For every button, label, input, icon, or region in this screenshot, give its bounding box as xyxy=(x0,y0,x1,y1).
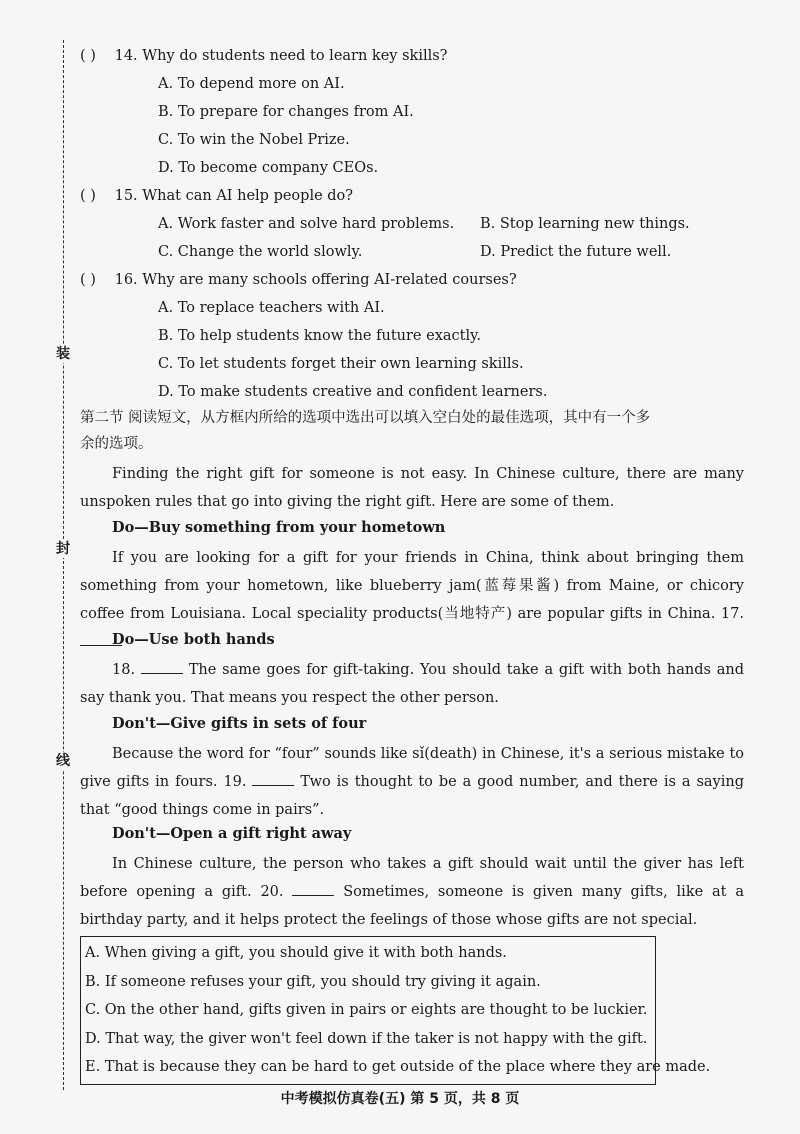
option-14-c: C. To win the Nobel Prize. xyxy=(158,132,350,148)
choice-e: E. That is because they can be hard to get outside of the place where they are made. xyxy=(85,1059,711,1075)
heading-hometown: Do—Buy something from your hometown xyxy=(112,519,446,536)
option-14-b: B. To prepare for changes from AI. xyxy=(158,104,414,120)
question-15 xyxy=(80,186,353,206)
choice-d: D. That way, the giver won't feel down if the taker is not happy with the gift. xyxy=(85,1030,648,1047)
heading-sets-of-four: Don't—Give gifts in sets of four xyxy=(112,715,367,732)
answer-blank[interactable]: ( ) xyxy=(80,188,96,204)
section-title-cont: 余的选项。 xyxy=(80,436,153,452)
option-16-a: A. To replace teachers with AI. xyxy=(158,300,385,316)
paragraph-sets-of-four: Because the word for “four” sounds like sǐ(death) in Chinese, it's a serious mistake to give gifts in fours. 19. Two is thought to be a good number, and there is a saying that “good things come in pairs”. xyxy=(80,746,744,818)
heading-both-hands: Do—Use both hands xyxy=(112,631,275,648)
options-box xyxy=(80,936,711,1085)
choice-a: A. When giving a gift, you should give it with both hands. xyxy=(85,945,507,961)
blank-19[interactable] xyxy=(252,771,294,786)
page-footer: 中考模拟仿真卷(五) 第 5 页，共 8 页 xyxy=(280,1091,520,1107)
answer-blank[interactable]: ( ) xyxy=(80,48,96,64)
option-16-c: C. To let students forget their own learning skills. xyxy=(158,356,524,372)
option-14-a: A. To depend more on AI. xyxy=(158,76,345,92)
answer-blank[interactable]: ( ) xyxy=(80,272,96,288)
choice-c: C. On the other hand, gifts given in pairs or eights are thought to be luckier. xyxy=(85,1002,648,1018)
paragraph-both-hands: 18. The same goes for gift-taking. You should take a gift with both hands and say thank you. That means you respect the other person. xyxy=(80,656,744,712)
question-stem: 15. What can AI help people do? xyxy=(114,188,354,204)
option-15-c: C. Change the world slowly. xyxy=(158,244,363,260)
choice-b: B. If someone refuses your gift, you should try giving it again. xyxy=(85,973,541,990)
margin-mark-zhuang: 装 xyxy=(56,346,70,362)
heading-open-gift: Don't—Open a gift right away xyxy=(112,825,352,842)
blank-20[interactable] xyxy=(292,881,334,896)
passage-intro: Finding the right gift for someone is not easy. In Chinese culture, there are many unspoken rules that go into giving the right gift. Here are some of them. xyxy=(80,466,744,510)
blank-18[interactable] xyxy=(141,659,183,674)
question-14 xyxy=(80,46,447,66)
section-title: 第二节 阅读短文，从方框内所给的选项中选出可以填入空白处的最佳选项，其中有一个多 xyxy=(80,410,651,426)
option-15-d: D. Predict the future well. xyxy=(480,244,672,260)
option-15-b: B. Stop learning new things. xyxy=(480,216,690,232)
question-stem: 16. Why are many schools offering AI-related courses? xyxy=(114,272,517,288)
question-stem: 14. Why do students need to learn key skills? xyxy=(114,48,448,64)
question-16 xyxy=(80,270,517,290)
margin-mark-feng: 封 xyxy=(56,541,70,557)
option-14-d: D. To become company CEOs. xyxy=(158,160,379,176)
paragraph-open-gift: In Chinese culture, the person who takes a gift should wait until the giver has left before opening a gift. 20. Sometimes, someone is given many gifts, like at a birthday party, and it helps protect the feelings of those whose gifts are not special. xyxy=(80,856,745,928)
margin-mark-xian: 线 xyxy=(56,753,70,769)
paragraph-hometown: If you are looking for a gift for your friends in China, think about bringing them something from your hometown, like blueberry jam(蓝莓果酱) from Maine, or chicory coffee from Louisiana. Local speciality products(当地特产) are popular gifts in China. 17. xyxy=(80,544,744,656)
option-15-a: A. Work faster and solve hard problems. xyxy=(158,216,455,232)
option-16-d: D. To make students creative and confident learners. xyxy=(158,384,548,400)
option-16-b: B. To help students know the future exactly. xyxy=(158,328,481,344)
binding-margin-line xyxy=(63,40,64,1090)
